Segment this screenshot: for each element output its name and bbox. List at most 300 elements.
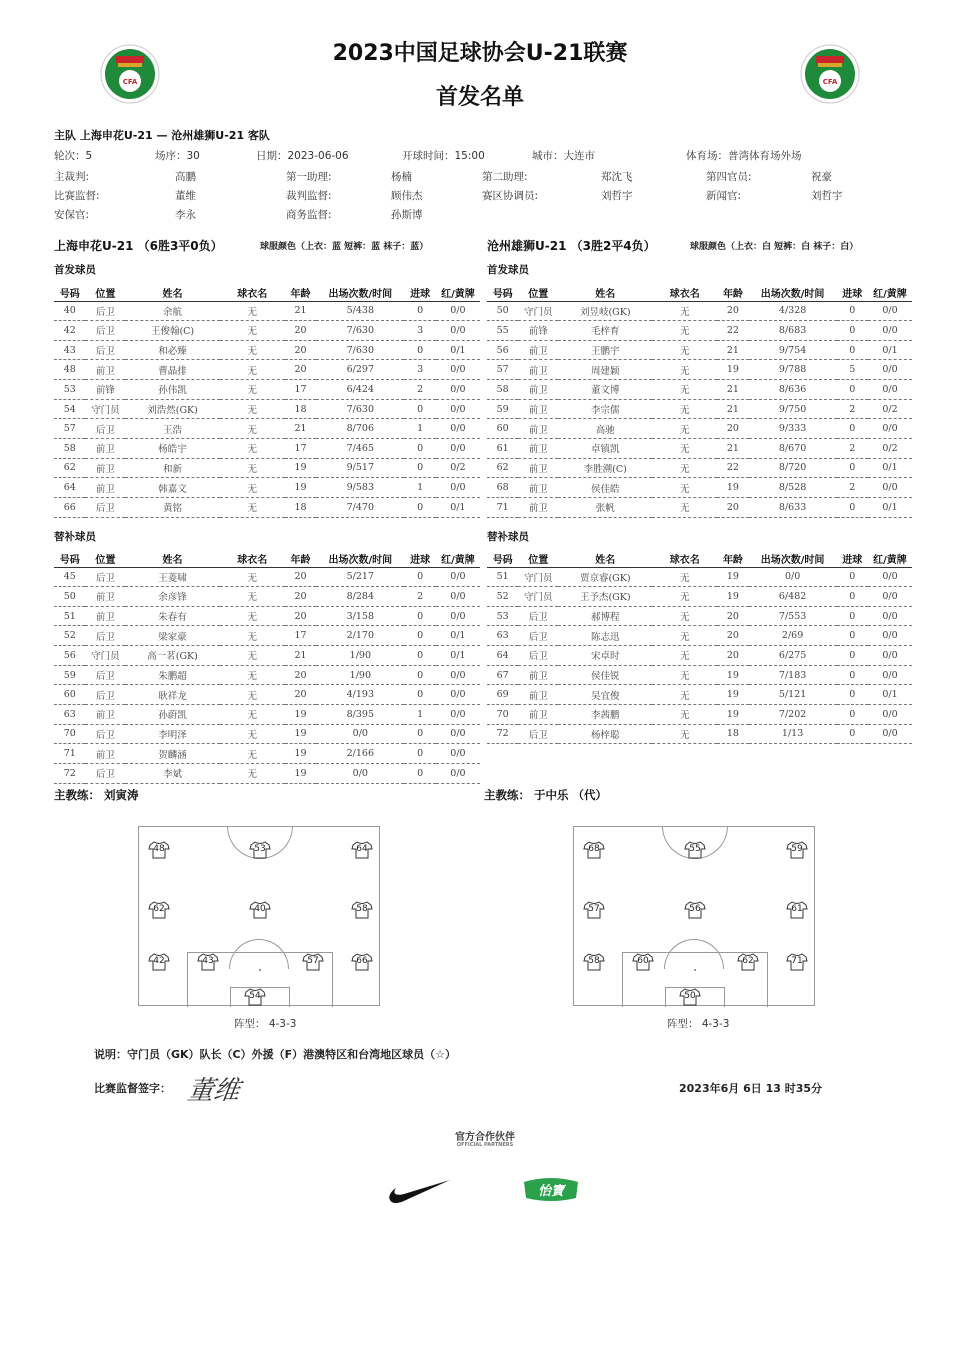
player-cell: 0/2: [436, 458, 480, 478]
player-cell: 无: [652, 567, 717, 587]
player-cell: 0/0: [436, 606, 480, 626]
player-cell: 52: [54, 626, 85, 646]
player-cell: 梁家豪: [125, 626, 219, 646]
sign-datetime: 2023年6月 6日 13 时35分: [679, 1082, 823, 1095]
player-cell: 0/0: [868, 626, 912, 646]
player-cell: 20: [717, 606, 748, 626]
player-cell: 20: [285, 321, 316, 341]
away-formation: 阵型： 4-3-3: [667, 1018, 730, 1030]
player-cell: 后卫: [518, 646, 558, 666]
player-cell: 9/750: [749, 399, 837, 419]
player-cell: 3/158: [316, 606, 404, 626]
player-cell: 0: [404, 458, 435, 478]
player-row: [487, 606, 912, 626]
player-cell: 无: [652, 606, 717, 626]
player-cell: 54: [54, 399, 85, 419]
player-cell: 前卫: [518, 399, 558, 419]
player-cell: 19: [717, 587, 748, 607]
player-row: [54, 399, 480, 419]
player-cell: 无: [652, 587, 717, 607]
player-cell: 守门员: [85, 399, 125, 419]
player-cell: 8/528: [749, 478, 837, 498]
player-cell: 无: [220, 587, 285, 607]
player-cell: 0/0: [436, 744, 480, 764]
player-cell: 后卫: [85, 724, 125, 744]
player-cell: 8/395: [316, 704, 404, 724]
player-cell: 守门员: [518, 587, 558, 607]
player-row: [54, 606, 480, 626]
player-row: [54, 704, 480, 724]
player-cell: 60: [487, 419, 518, 439]
player-cell: 0: [837, 497, 868, 517]
player-row: [54, 724, 480, 744]
column-header: 出场次数/时间: [749, 550, 837, 567]
player-cell: 前卫: [518, 438, 558, 458]
player-cell: 20: [717, 419, 748, 439]
player-cell: 62: [487, 458, 518, 478]
jersey-number: 50: [684, 991, 696, 1001]
player-row: [487, 340, 912, 360]
player-cell: 无: [220, 744, 285, 764]
jersey-icon: [249, 841, 271, 859]
player-cell: 9/333: [749, 419, 837, 439]
player-cell: 21: [717, 438, 748, 458]
player-cell: 无: [652, 646, 717, 666]
player-cell: 无: [220, 438, 285, 458]
player-cell: 6/297: [316, 360, 404, 380]
player-cell: 53: [487, 606, 518, 626]
player-row: [487, 626, 912, 646]
player-cell: 9/583: [316, 478, 404, 498]
player-cell: 0: [837, 458, 868, 478]
column-header: 年龄: [285, 284, 316, 301]
player-cell: 0/1: [436, 497, 480, 517]
player-cell: 0/0: [436, 419, 480, 439]
player-cell: 0/0: [436, 478, 480, 498]
player-cell: 21: [285, 419, 316, 439]
player-cell: 后卫: [85, 497, 125, 517]
player-cell: 51: [487, 567, 518, 587]
player-cell: 0/0: [316, 763, 404, 783]
player-cell: 无: [652, 360, 717, 380]
player-cell: 0: [404, 567, 435, 587]
player-cell: 3: [404, 321, 435, 341]
player-cell: 0/0: [436, 665, 480, 685]
home-formation-pitch: [138, 826, 380, 1006]
official-value: 祝豪: [811, 171, 832, 183]
player-cell: 0/0: [436, 567, 480, 587]
official-label: 比赛监督:: [54, 190, 100, 202]
jersey-number: 62: [742, 956, 754, 966]
jersey-number: 54: [249, 991, 261, 1001]
player-cell: 后卫: [85, 419, 125, 439]
away-coach: 主教练： 于中乐 （代）: [484, 788, 608, 802]
player-cell: 无: [652, 458, 717, 478]
match-number: 场序：30: [155, 150, 200, 162]
player-cell: 无: [220, 626, 285, 646]
player-row: [487, 380, 912, 400]
player-cell: 0/0: [436, 399, 480, 419]
column-header: 球衣名: [652, 550, 717, 567]
player-row: [54, 763, 480, 783]
player-cell: 0/0: [436, 724, 480, 744]
player-row: [487, 301, 912, 321]
player-cell: 19: [717, 360, 748, 380]
player-cell: 前卫: [518, 380, 558, 400]
player-cell: 贺麟涵: [125, 744, 219, 764]
player-cell: 20: [717, 301, 748, 321]
player-cell: 后卫: [85, 626, 125, 646]
official-value: 杨楠: [391, 171, 412, 183]
player-row: [54, 626, 480, 646]
player-cell: 无: [220, 419, 285, 439]
player-cell: 0: [837, 606, 868, 626]
player-cell: 2/166: [316, 744, 404, 764]
player-cell: 3: [404, 360, 435, 380]
match-date: 日期：2023-06-06: [256, 150, 349, 162]
svg-text:CFA: CFA: [822, 78, 838, 86]
player-cell: 无: [652, 380, 717, 400]
player-cell: 无: [652, 685, 717, 705]
player-cell: 前锋: [518, 321, 558, 341]
player-cell: 8/706: [316, 419, 404, 439]
player-cell: 0: [837, 301, 868, 321]
player-cell: 侯佳锐: [558, 665, 652, 685]
player-cell: 20: [285, 685, 316, 705]
player-cell: 后卫: [85, 685, 125, 705]
player-cell: 9/517: [316, 458, 404, 478]
home-starters-table: [54, 284, 480, 518]
player-row: [54, 360, 480, 380]
player-cell: 毛梓育: [558, 321, 652, 341]
player-row: [54, 438, 480, 458]
column-header: 出场次数/时间: [316, 550, 404, 567]
player-cell: 6/424: [316, 380, 404, 400]
official-value: 董维: [175, 190, 196, 202]
player-cell: 张帆: [558, 497, 652, 517]
player-cell: 22: [717, 458, 748, 478]
column-header: 号码: [487, 550, 518, 567]
player-cell: 70: [54, 724, 85, 744]
player-cell: 无: [220, 301, 285, 321]
player-cell: 64: [487, 646, 518, 666]
player-cell: 2/170: [316, 626, 404, 646]
player-cell: 0/0: [868, 567, 912, 587]
player-cell: 0/1: [868, 685, 912, 705]
official-value: 李永: [175, 209, 196, 221]
jersey-icon: [737, 953, 759, 971]
player-row: [54, 478, 480, 498]
jersey-icon: [679, 988, 701, 1006]
player-cell: 1/13: [749, 724, 837, 744]
player-row: [487, 724, 912, 744]
player-cell: 后卫: [85, 567, 125, 587]
player-cell: 韩嘉文: [125, 478, 219, 498]
player-cell: 0/0: [749, 567, 837, 587]
player-cell: 杨梓聪: [558, 724, 652, 744]
player-cell: 17: [285, 626, 316, 646]
player-cell: 19: [285, 744, 316, 764]
player-cell: 0: [837, 587, 868, 607]
home-starters-label: 首发球员: [54, 264, 96, 276]
player-row: [487, 360, 912, 380]
player-cell: 0/0: [316, 724, 404, 744]
player-cell: 5/438: [316, 301, 404, 321]
player-cell: 0: [837, 380, 868, 400]
player-cell: 0/0: [868, 724, 912, 744]
player-cell: 王菱啸: [125, 567, 219, 587]
home-formation: 阵型： 4-3-3: [234, 1018, 297, 1030]
player-cell: 50: [54, 587, 85, 607]
column-header: 位置: [85, 550, 125, 567]
table-header-row: [487, 284, 912, 301]
player-cell: 70: [487, 704, 518, 724]
official-label: 主裁判:: [54, 171, 90, 183]
player-cell: 0: [837, 724, 868, 744]
swoosh-icon: [388, 1176, 452, 1204]
player-cell: 7/202: [749, 704, 837, 724]
player-cell: 王鹏宇: [558, 340, 652, 360]
official-label: 安保官:: [54, 209, 90, 221]
player-cell: 9/754: [749, 340, 837, 360]
nike-logo: [388, 1176, 452, 1208]
player-cell: 0/0: [436, 704, 480, 724]
player-cell: 0/0: [868, 606, 912, 626]
jersey-number: 58: [588, 956, 600, 966]
column-header: 姓名: [125, 284, 219, 301]
player-cell: 无: [652, 321, 717, 341]
player-cell: 8/636: [749, 380, 837, 400]
legend-note: 说明：守门员（GK）队长（C）外援（F）港澳特区和台湾地区球员（☆）: [94, 1048, 456, 1061]
away-team-name: 沧州雄狮U-21 （3胜2平4负）: [487, 239, 656, 253]
player-cell: 52: [487, 587, 518, 607]
player-cell: 7/470: [316, 497, 404, 517]
jersey-icon: [148, 953, 170, 971]
player-cell: 0: [837, 685, 868, 705]
player-cell: 0/2: [868, 399, 912, 419]
away-subs-table: [487, 550, 912, 744]
player-cell: 0: [837, 321, 868, 341]
supervisor-signature: 董维: [185, 1076, 242, 1106]
jersey-number: 66: [356, 956, 368, 966]
player-cell: 无: [220, 458, 285, 478]
player-cell: 董文博: [558, 380, 652, 400]
player-cell: 无: [220, 665, 285, 685]
player-cell: 53: [54, 380, 85, 400]
player-cell: 无: [652, 497, 717, 517]
player-cell: 0/0: [436, 685, 480, 705]
player-cell: 和新: [125, 458, 219, 478]
player-cell: 无: [652, 626, 717, 646]
player-cell: 李茜鹏: [558, 704, 652, 724]
player-cell: 0/0: [436, 321, 480, 341]
player-row: [487, 685, 912, 705]
player-cell: 17: [285, 438, 316, 458]
player-cell: 68: [487, 478, 518, 498]
player-cell: 22: [717, 321, 748, 341]
city: 城市：大连市: [532, 150, 595, 162]
player-cell: 61: [487, 438, 518, 458]
player-cell: 20: [285, 360, 316, 380]
player-cell: 孙伟凯: [125, 380, 219, 400]
player-cell: 0/0: [436, 360, 480, 380]
player-cell: 前卫: [518, 360, 558, 380]
table-header-row: [487, 550, 912, 567]
player-cell: 0/1: [868, 458, 912, 478]
player-cell: 40: [54, 301, 85, 321]
player-row: [54, 321, 480, 341]
jersey-number: 64: [356, 844, 368, 854]
jersey-number: 48: [153, 844, 165, 854]
jersey-icon: [583, 841, 605, 859]
player-cell: 2: [837, 438, 868, 458]
player-cell: 9/788: [749, 360, 837, 380]
player-cell: 7/183: [749, 665, 837, 685]
column-header: 球衣名: [220, 284, 285, 301]
player-cell: 孙蔚凯: [125, 704, 219, 724]
jersey-number: 59: [791, 844, 803, 854]
player-cell: 56: [54, 646, 85, 666]
player-cell: 19: [285, 704, 316, 724]
column-header: 号码: [54, 284, 85, 301]
away-subs-label: 替补球员: [487, 531, 529, 543]
player-cell: 21: [285, 301, 316, 321]
player-cell: 0: [404, 626, 435, 646]
player-cell: 57: [54, 419, 85, 439]
jersey-number: 55: [689, 844, 701, 854]
player-cell: 0/0: [868, 301, 912, 321]
player-cell: 8/720: [749, 458, 837, 478]
jersey-number: 42: [153, 956, 165, 966]
column-header: 位置: [518, 284, 558, 301]
player-cell: 无: [220, 606, 285, 626]
player-cell: 王浩: [125, 419, 219, 439]
jersey-icon: [148, 901, 170, 919]
player-row: [54, 380, 480, 400]
penalty-spot: [694, 969, 696, 971]
player-row: [54, 497, 480, 517]
player-cell: 前卫: [518, 665, 558, 685]
player-cell: 72: [487, 724, 518, 744]
player-cell: 0/0: [436, 438, 480, 458]
jersey-number: 62: [153, 904, 165, 914]
player-cell: 无: [652, 478, 717, 498]
player-cell: 前卫: [85, 360, 125, 380]
away-starters-label: 首发球员: [487, 264, 529, 276]
jersey-number: 61: [791, 904, 803, 914]
player-cell: 20: [285, 606, 316, 626]
player-cell: 55: [487, 321, 518, 341]
player-cell: 59: [487, 399, 518, 419]
player-cell: 李胜溯(C): [558, 458, 652, 478]
column-header: 位置: [518, 550, 558, 567]
player-cell: 后卫: [85, 321, 125, 341]
column-header: 进球: [837, 284, 868, 301]
player-cell: 19: [285, 763, 316, 783]
player-cell: 21: [285, 646, 316, 666]
jersey-icon: [249, 901, 271, 919]
player-cell: 无: [220, 567, 285, 587]
player-cell: 0: [404, 497, 435, 517]
player-cell: 19: [717, 665, 748, 685]
player-cell: 0/1: [868, 497, 912, 517]
player-cell: 0: [837, 567, 868, 587]
player-cell: 20: [717, 497, 748, 517]
jersey-number: 43: [202, 956, 214, 966]
player-cell: 无: [220, 704, 285, 724]
player-cell: 0/0: [868, 360, 912, 380]
home-kit-colors: 球服颜色（上衣：蓝 短裤：蓝 袜子：蓝）: [260, 242, 429, 252]
player-cell: 0/1: [868, 340, 912, 360]
player-cell: 无: [220, 360, 285, 380]
player-cell: 0: [837, 626, 868, 646]
player-cell: 20: [717, 646, 748, 666]
table-header-row: [54, 284, 480, 301]
away-formation-pitch: [573, 826, 815, 1006]
player-cell: 5/217: [316, 567, 404, 587]
player-cell: 0/0: [868, 587, 912, 607]
player-cell: 1/90: [316, 665, 404, 685]
column-header: 出场次数/时间: [749, 284, 837, 301]
player-cell: 0/0: [868, 380, 912, 400]
player-row: [487, 704, 912, 724]
player-cell: 20: [285, 340, 316, 360]
away-starters-table: [487, 284, 912, 518]
player-cell: 前锋: [85, 380, 125, 400]
jersey-number: 71: [791, 956, 803, 966]
player-cell: 2: [404, 380, 435, 400]
player-row: [54, 665, 480, 685]
player-cell: 无: [220, 685, 285, 705]
player-cell: 和必臻: [125, 340, 219, 360]
player-cell: 8/633: [749, 497, 837, 517]
player-cell: 0: [404, 606, 435, 626]
player-cell: 后卫: [85, 340, 125, 360]
player-cell: 无: [220, 478, 285, 498]
player-cell: 前卫: [85, 458, 125, 478]
player-cell: 42: [54, 321, 85, 341]
column-header: 年龄: [285, 550, 316, 567]
away-kit-colors: 球服颜色（上衣：白 短裤：白 袜子：白）: [690, 242, 859, 252]
player-cell: 高驰: [558, 419, 652, 439]
player-row: [487, 458, 912, 478]
player-cell: 0/0: [436, 380, 480, 400]
jersey-icon: [302, 953, 324, 971]
player-cell: 刘浩然(GK): [125, 399, 219, 419]
player-cell: 0: [837, 419, 868, 439]
partner-brand: 怡寶: [537, 1184, 564, 1199]
home-team-name: 上海申花U-21 （6胜3平0负）: [54, 239, 223, 253]
player-cell: 0: [404, 665, 435, 685]
player-cell: 0/1: [436, 340, 480, 360]
player-cell: 无: [220, 497, 285, 517]
player-cell: 6/482: [749, 587, 837, 607]
player-cell: 余航: [125, 301, 219, 321]
player-cell: 60: [54, 685, 85, 705]
player-cell: 2/69: [749, 626, 837, 646]
player-cell: 2: [837, 478, 868, 498]
player-row: [54, 340, 480, 360]
player-cell: 无: [220, 646, 285, 666]
player-cell: 0/1: [436, 646, 480, 666]
jersey-icon: [244, 988, 266, 1006]
official-label: 第四官员:: [706, 171, 752, 183]
jersey-icon: [197, 953, 219, 971]
player-cell: 陈志迅: [558, 626, 652, 646]
player-cell: 0: [404, 438, 435, 458]
player-cell: 郝博程: [558, 606, 652, 626]
home-coach: 主教练： 刘寅涛: [54, 788, 139, 802]
